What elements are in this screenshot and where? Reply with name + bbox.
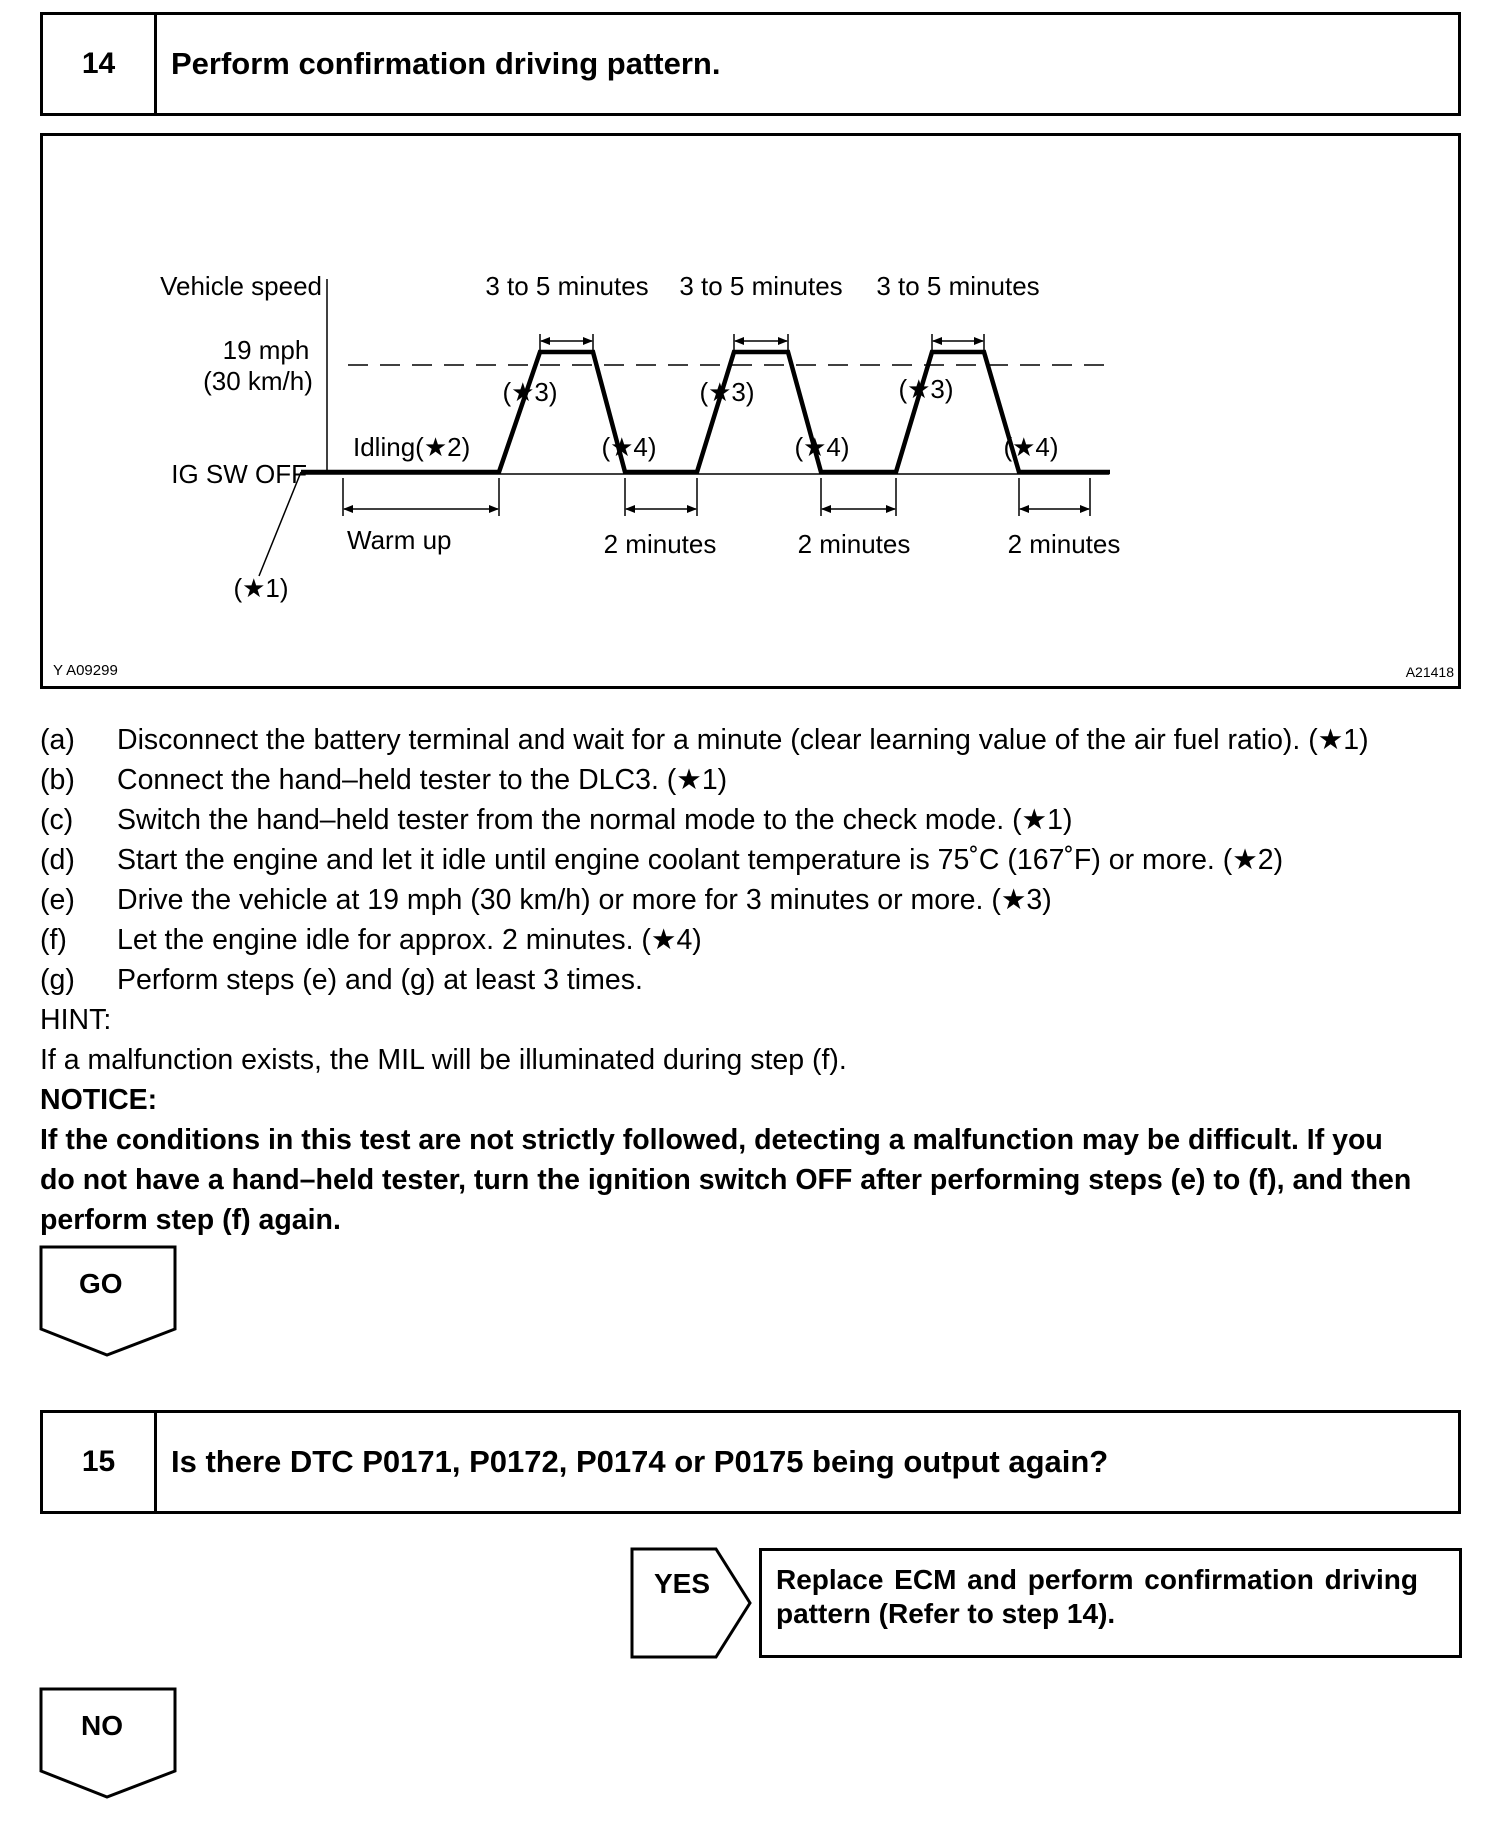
star4-label-3: (★4) <box>1003 432 1059 462</box>
figure-id-right: A21418 <box>1405 664 1454 680</box>
interval-top-3: 3 to 5 minutes <box>876 271 1040 301</box>
interval-bottom-1: 2 minutes <box>603 529 717 559</box>
hint-text: If a malfunction exists, the MIL will be illuminated during step (f). <box>40 1044 847 1076</box>
y-axis-label: Vehicle speed <box>160 271 322 301</box>
step-letter: (c) <box>40 804 74 836</box>
speed-label-mph: 19 mph <box>222 335 310 365</box>
yes-result-box <box>759 1548 1462 1658</box>
star3-label-2: (★3) <box>699 377 755 407</box>
step-item <box>40 880 1470 920</box>
yes-result-line-2: pattern (Refer to step 14). <box>776 1598 1116 1629</box>
interval-bottom-2: 2 minutes <box>797 529 911 559</box>
yes-flow-shape <box>630 1547 754 1659</box>
step-number: 15 <box>43 1413 157 1511</box>
step-title: Is there DTC P0171, P0172, P0174 or P0175 being output again? <box>171 1444 1109 1479</box>
procedure-steps <box>40 720 1470 1240</box>
step-14-header <box>40 12 1461 116</box>
notice-line-3: perform step (f) again. <box>40 1204 341 1236</box>
step-letter: (e) <box>40 884 75 916</box>
step-text: Start the engine and let it idle until engine coolant temperature is 75˚C (167˚F) or more. (★2) <box>117 844 1284 876</box>
driving-pattern-figure <box>40 133 1461 689</box>
interval-arrows <box>344 341 1089 509</box>
step-letter: (d) <box>40 844 75 876</box>
step-item <box>40 800 1470 840</box>
yes-label: YES <box>654 1568 711 1599</box>
interval-top-2: 3 to 5 minutes <box>679 271 843 301</box>
driving-pattern-diagram <box>43 136 1464 692</box>
star1-label: (★1) <box>233 573 289 603</box>
step-text: Drive the vehicle at 19 mph (30 km/h) or more for 3 minutes or more. (★3) <box>117 884 1052 916</box>
step-text: Connect the hand–held tester to the DLC3. (★1) <box>117 764 728 796</box>
step-item <box>40 760 1470 800</box>
step-text: Disconnect the battery terminal and wait for a minute (clear learning value of the air fuel ratio). (★1) <box>117 724 1369 756</box>
step-item <box>40 840 1470 880</box>
step-letter: (b) <box>40 764 75 796</box>
warm-up-label: Warm up <box>347 525 452 555</box>
interval-bottom-3: 2 minutes <box>1007 529 1121 559</box>
interval-ticks <box>343 334 1090 516</box>
star3-label-3: (★3) <box>898 374 954 404</box>
notice-label: NOTICE: <box>40 1084 158 1116</box>
step-title: Perform confirmation driving pattern. <box>171 46 721 81</box>
step-text: Switch the hand–held tester from the normal mode to the check mode. (★1) <box>117 804 1073 836</box>
step-letter: (f) <box>40 924 67 956</box>
star3-label-1: (★3) <box>502 377 558 407</box>
hint-label: HINT: <box>40 1004 112 1036</box>
notice-line-1: If the conditions in this test are not strictly followed, detecting a malfunction may be difficult. If you <box>40 1124 1383 1156</box>
step-text: Perform steps (e) and (g) at least 3 times. <box>117 964 643 996</box>
go-flow-shape <box>39 1245 177 1357</box>
step-letter: (g) <box>40 964 75 996</box>
step-number: 14 <box>43 15 157 113</box>
star4-label-2: (★4) <box>794 432 850 462</box>
step-item <box>40 960 1470 1000</box>
step-letter: (a) <box>40 724 75 756</box>
step-text: Let the engine idle for approx. 2 minutes. (★4) <box>117 924 702 956</box>
no-flow-shape <box>39 1687 177 1799</box>
step-15-header <box>40 1410 1461 1514</box>
step-item <box>40 720 1470 760</box>
speed-label-kmh: (30 km/h) <box>203 366 313 396</box>
yes-result-line-1: Replace ECM and perform confirmation driving <box>776 1564 1418 1595</box>
ig-sw-off-label: IG SW OFF <box>171 459 307 489</box>
star4-label-1: (★4) <box>601 432 657 462</box>
go-label: GO <box>79 1268 123 1299</box>
no-label: NO <box>81 1710 123 1741</box>
notice-line-2: do not have a hand–held tester, turn the ignition switch OFF after performing steps (e) to (f), and then <box>40 1164 1412 1196</box>
figure-id-left: Y A09299 <box>53 662 118 679</box>
step-item <box>40 920 1470 960</box>
interval-top-1: 3 to 5 minutes <box>485 271 649 301</box>
idling-label: Idling(★2) <box>353 432 471 462</box>
